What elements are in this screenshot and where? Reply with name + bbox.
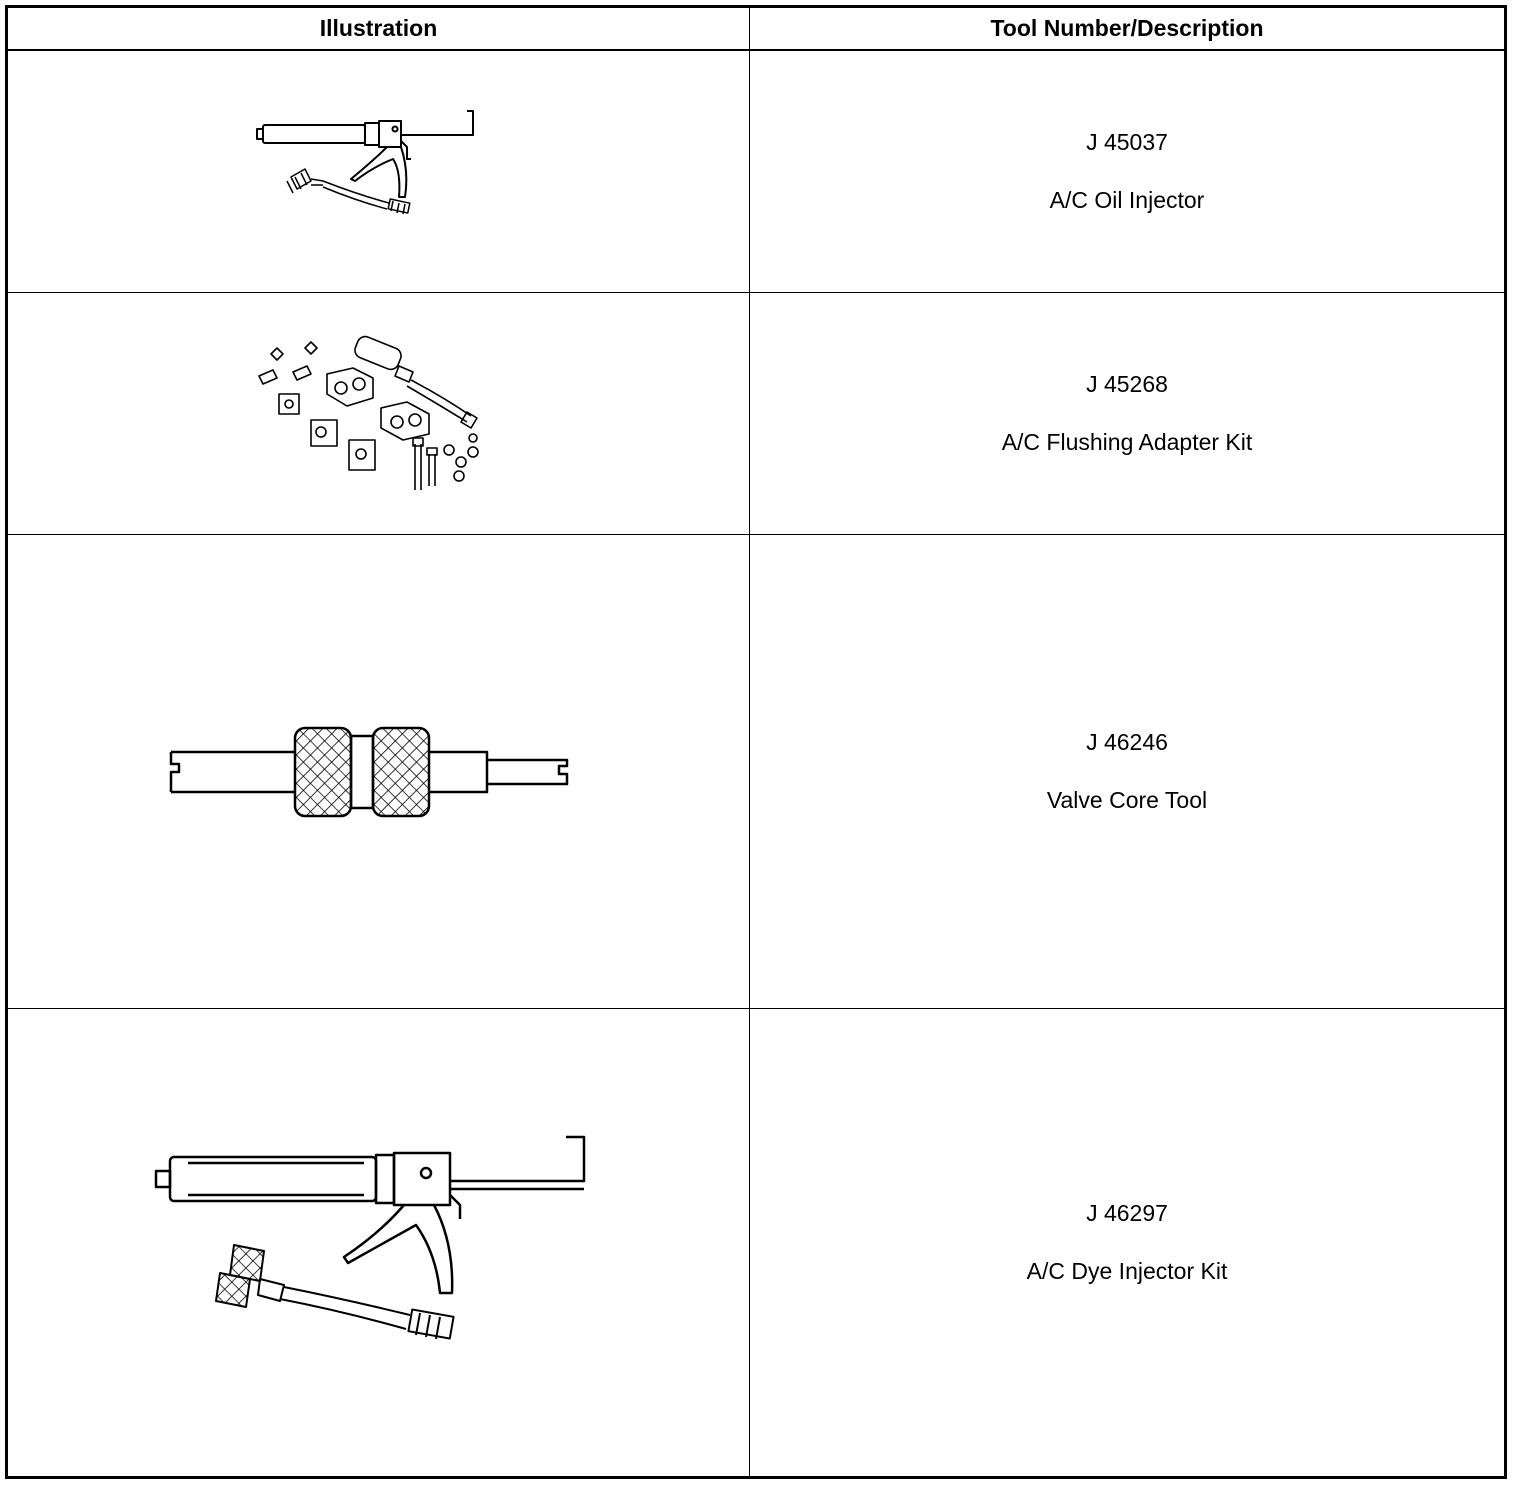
valve-core-tool-icon <box>169 712 589 832</box>
tool-number-2: J 45268 <box>1086 371 1168 397</box>
header-description-label: Tool Number/Description <box>990 15 1264 41</box>
table-row-4-illustration <box>8 1009 750 1476</box>
tools-table <box>5 5 1507 1479</box>
table-row-1-description <box>750 51 1504 293</box>
dye-injector-gun-icon <box>154 1133 604 1353</box>
oil-injector-gun-icon <box>249 107 509 237</box>
tool-number-3: J 46246 <box>1086 729 1168 755</box>
tool-number-1: J 45037 <box>1086 129 1168 155</box>
flushing-adapter-kit-icon <box>249 334 509 494</box>
table-row-1-illustration <box>8 51 750 293</box>
table-row-2-illustration <box>8 293 750 535</box>
header-illustration-label: Illustration <box>319 15 438 41</box>
tool-description-3: Valve Core Tool <box>1046 787 1208 813</box>
tool-description-2: A/C Flushing Adapter Kit <box>1001 429 1253 455</box>
tool-description-4: A/C Dye Injector Kit <box>1026 1258 1228 1284</box>
tool-description-1: A/C Oil Injector <box>1049 187 1205 213</box>
tool-number-4: J 46297 <box>1086 1200 1168 1226</box>
header-description <box>750 8 1504 51</box>
table-row-3-description <box>750 535 1504 1009</box>
table-row-3-illustration <box>8 535 750 1009</box>
header-illustration <box>8 8 750 51</box>
table-row-2-description <box>750 293 1504 535</box>
table-row-4-description <box>750 1009 1504 1476</box>
